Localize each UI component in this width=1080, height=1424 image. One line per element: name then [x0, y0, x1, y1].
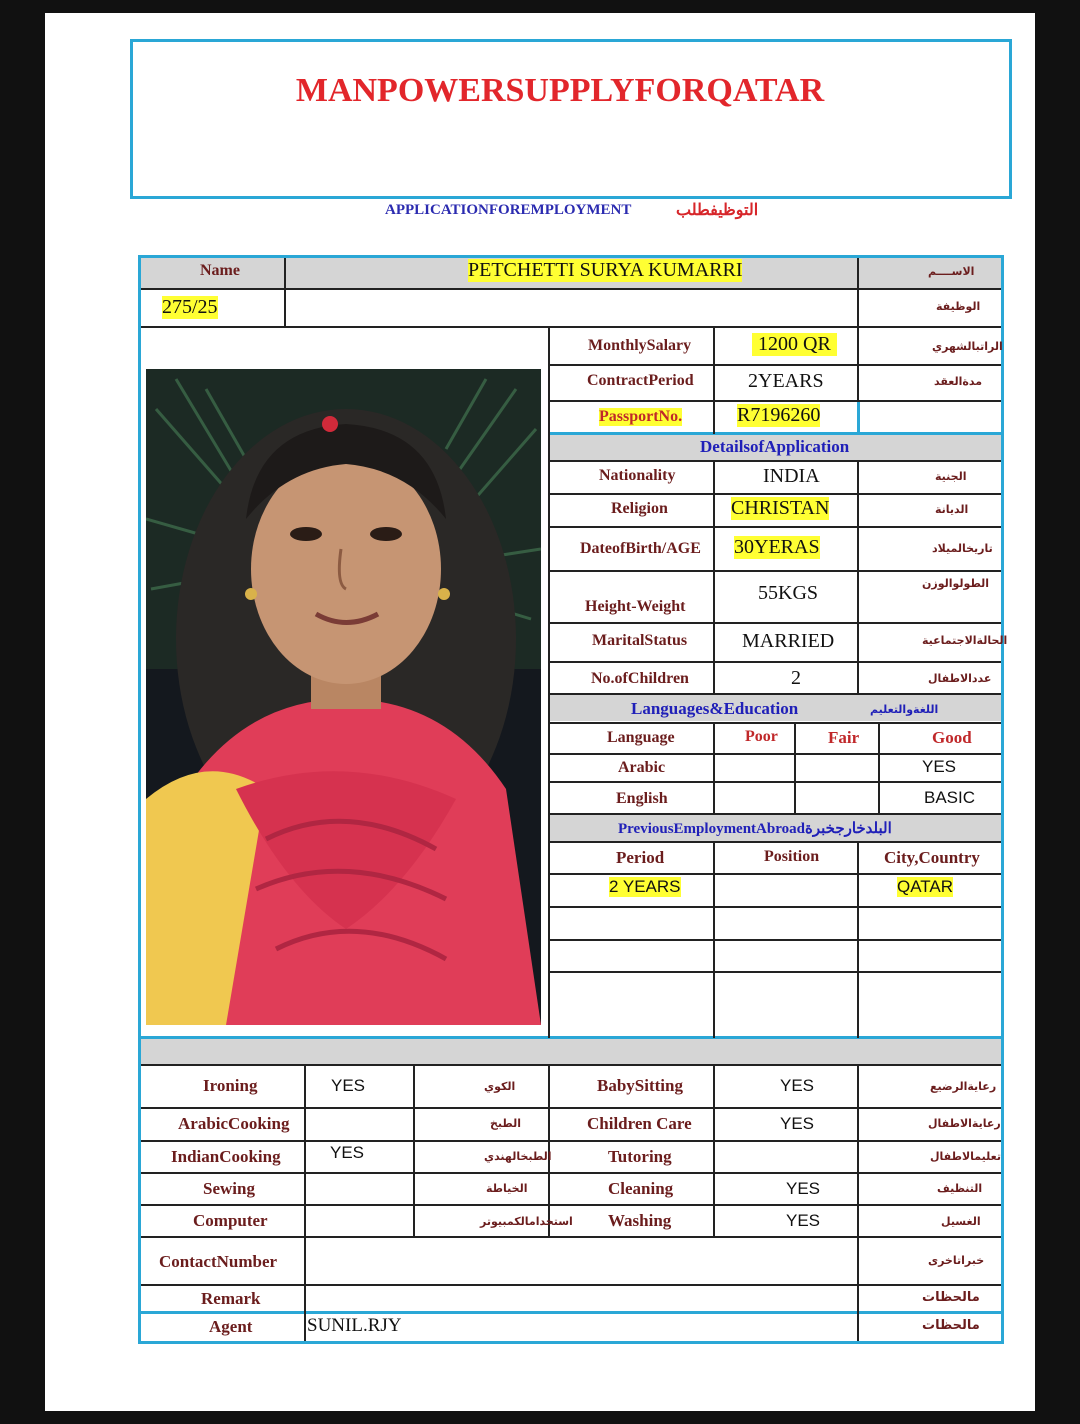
employment-city-value: QATAR [897, 877, 954, 896]
english-good-value: BASIC [924, 788, 976, 807]
monthly-salary: 1200 QR [752, 333, 837, 356]
contract-period-label: ContractPeriod [587, 372, 694, 389]
reference-number: 275/25 [162, 296, 218, 318]
religion-value: CHRISTAN [731, 497, 830, 519]
skill-arabic-cooking-arabic: الطبخ [490, 1117, 522, 1130]
applicant-photo [146, 369, 541, 1025]
contact-number-arabic: خبراتاخرى [928, 1254, 985, 1267]
height-weight-arabic: الطولوالوزن [922, 577, 990, 590]
name-label: Name [200, 262, 240, 279]
form-subtitle-arabic: التوظيفطلب [676, 202, 759, 219]
arabic-good-value: YES [922, 757, 957, 776]
form-subtitle: APPLICATIONFOREMPLOYMENT [385, 202, 632, 218]
skill-babysitting-arabic: رعايةالرضيع [930, 1080, 997, 1093]
skill-children-care-label: Children Care [587, 1114, 692, 1133]
skill-indian-cooking-arabic: الطبخالهندي [484, 1150, 552, 1163]
contract-period: 2YEARS [748, 370, 824, 392]
nationality-label-arabic: الجنية [935, 470, 967, 483]
city-country-column-header: City,Country [884, 848, 980, 867]
details-section-title: DetailsofApplication [700, 437, 850, 456]
skill-children-care-arabic: رعايةالاطفال [928, 1117, 1001, 1130]
skill-washing-value: YES [786, 1211, 821, 1230]
skill-ironing-label: Ironing [203, 1076, 258, 1095]
skill-babysitting-label: BabySitting [597, 1076, 683, 1095]
religion-label: Religion [611, 500, 668, 517]
agent-label-arabic: مالحظات [922, 1318, 980, 1333]
salary-label: MonthlySalary [588, 337, 692, 354]
skill-sewing-arabic: الخياطة [486, 1182, 528, 1195]
skill-indian-cooking-label: IndianCooking [171, 1147, 281, 1166]
languages-section-arabic: اللغةوالتعليم [870, 703, 939, 716]
contact-number-label: ContactNumber [159, 1252, 278, 1271]
header-box [130, 39, 1012, 199]
religion-label-arabic: الديانة [935, 503, 969, 516]
nationality-value: INDIA [763, 465, 820, 487]
employment-period-value: 2 YEARS [609, 877, 681, 896]
skill-tutoring-label: Tutoring [608, 1147, 672, 1166]
page-title: MANPOWERSUPPLYFORQATAR [295, 72, 825, 109]
remark-label-arabic: مالحظات [922, 1290, 980, 1305]
skill-computer-label: Computer [193, 1211, 268, 1230]
dob-age-value: 30YERAS [734, 536, 820, 558]
nationality-label: Nationality [599, 467, 676, 484]
skill-cleaning-value: YES [786, 1179, 821, 1198]
marital-status-arabic: الحالةالاجتماعية [922, 634, 1008, 647]
skill-sewing-label: Sewing [203, 1179, 255, 1198]
salary-label-arabic: الراتبالشهري [932, 340, 1003, 353]
skill-children-care-value: YES [780, 1114, 815, 1133]
applicant-name: PETCHETTI SURYA KUMARRI [468, 259, 743, 281]
language-column-header: Language [607, 729, 675, 746]
languages-section-title: Languages&Education [631, 699, 799, 718]
agent-value: SUNIL.RJY [307, 1315, 402, 1336]
skill-washing-label: Washing [608, 1211, 672, 1230]
skill-cleaning-arabic: التنظيف [937, 1182, 983, 1195]
good-column-header: Good [932, 728, 972, 747]
skill-tutoring-arabic: تعليمالاطفال [930, 1150, 1001, 1163]
children-value: 2 [791, 667, 801, 689]
skill-washing-arabic: الغسيل [941, 1215, 981, 1228]
skills-band [141, 1038, 1001, 1064]
agent-label: Agent [209, 1317, 253, 1336]
skill-ironing-value: YES [331, 1076, 366, 1095]
dob-label-arabic: تاريخالميلاد [932, 542, 993, 555]
passport-number: R7196260 [737, 404, 821, 426]
height-weight-value: 55KGS [758, 582, 819, 604]
passport-label: PassportNo. [599, 408, 683, 425]
period-column-header: Period [616, 848, 665, 867]
children-label: No.ofChildren [591, 670, 689, 687]
skill-computer-arabic: استخدامالكمبيوتر [480, 1215, 573, 1228]
fair-column-header: Fair [828, 728, 860, 747]
contract-period-arabic: مدةالعقد [934, 375, 983, 388]
skill-ironing-arabic: الكوي [484, 1080, 516, 1093]
children-label-arabic: عددالاطفال [928, 672, 992, 685]
dob-label: DateofBirth/AGE [580, 540, 701, 557]
poor-column-header: Poor [745, 728, 778, 745]
marital-status-label: MaritalStatus [592, 632, 688, 649]
portrait-illustration [146, 369, 541, 1025]
skill-babysitting-value: YES [780, 1076, 815, 1095]
position-column-header: Position [764, 848, 820, 865]
skill-indian-cooking-value: YES [330, 1143, 365, 1162]
skill-arabic-cooking-label: ArabicCooking [178, 1114, 290, 1133]
remark-label: Remark [201, 1289, 261, 1308]
employment-section-title: PreviousEmploymentAbroadالبلدخارجخبرة [618, 821, 892, 837]
marital-status-value: MARRIED [742, 630, 835, 652]
skill-cleaning-label: Cleaning [608, 1179, 674, 1198]
job-label-arabic: الوظيفة [936, 300, 981, 313]
name-label-arabic: الاســــم [928, 265, 975, 278]
language-row-arabic: Arabic [618, 759, 666, 776]
height-weight-label: Height-Weight [585, 598, 686, 615]
language-row-english: English [616, 790, 668, 807]
